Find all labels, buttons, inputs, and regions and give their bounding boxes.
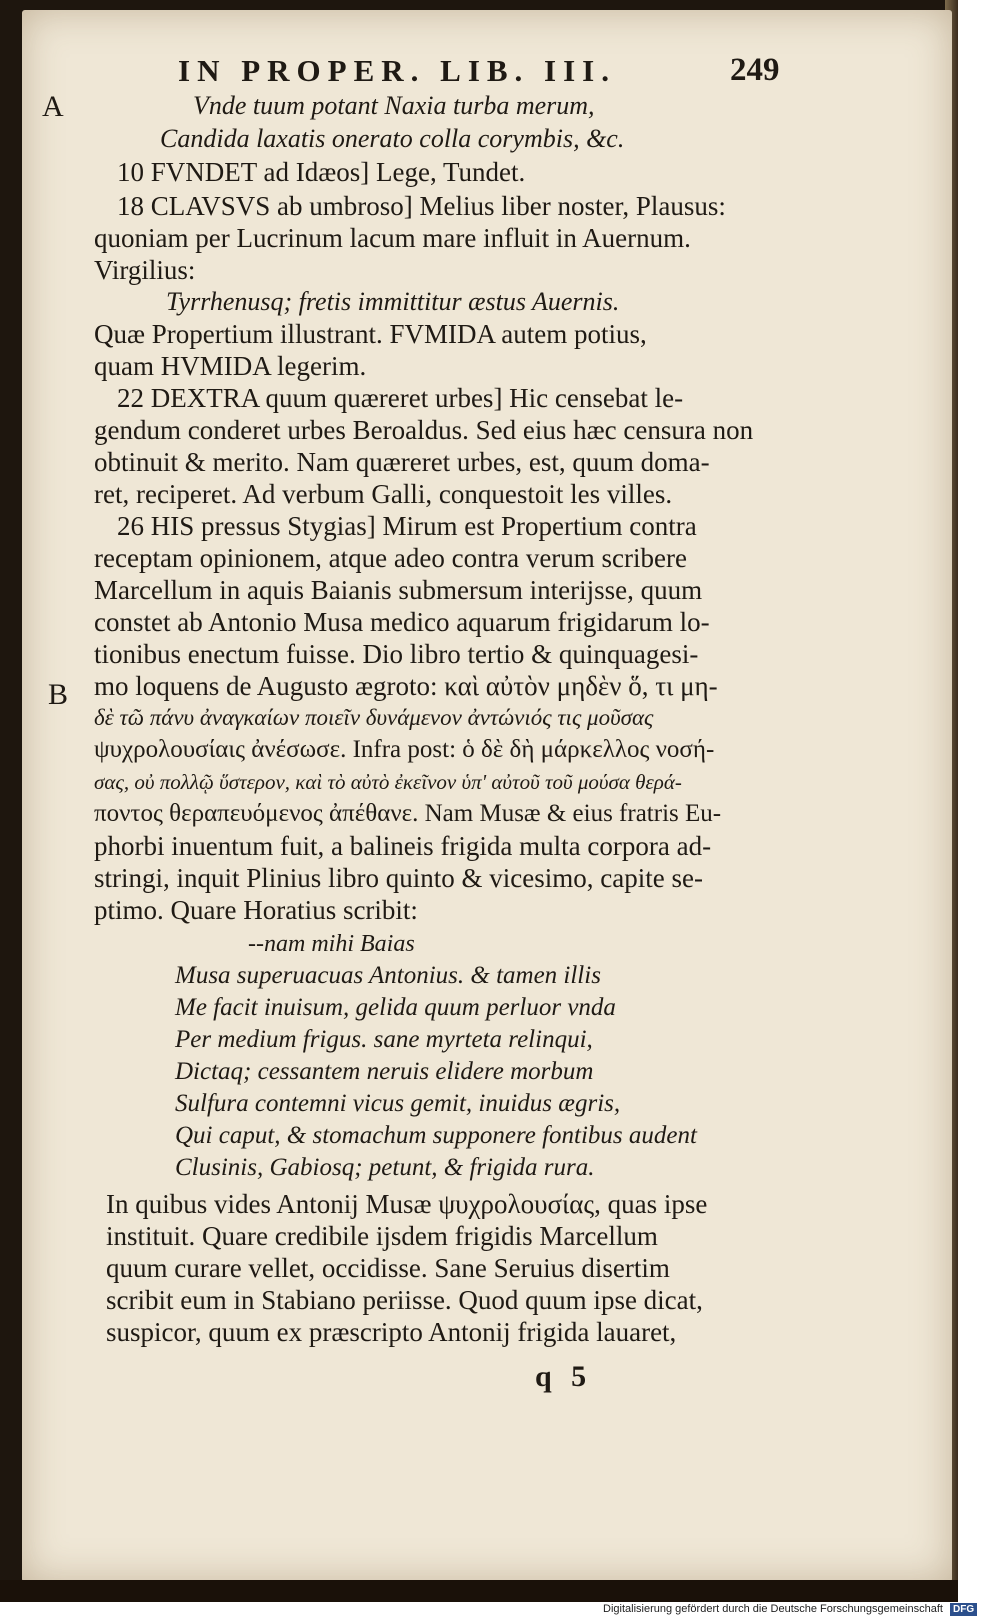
text-line: Marcellum in aquis Baianis submersum interijsse, quum [94,575,703,605]
text-line: Vnde tuum potant Naxia turba merum, [193,91,595,120]
text-line: quam HVMIDA legerim. [94,351,367,381]
text-line: ψυχρολουσίαις ἀνέσωσε. Infra post: ὁ δὲ δὴ μάρκελλος νοσή- [94,736,715,763]
text-line: constet ab Antonio Musa medico aquarum frigidarum lo- [94,607,710,637]
margin-mark-a: A [42,90,64,123]
text-line: Virgilius: [94,255,196,285]
text-line: In quibus vides Antonij Musæ ψυχρολουσίας, quas ipse [106,1189,708,1219]
text-line: σας, οὐ πολλῷ ὕστερον, καὶ τὸ αὐτὸ ἐκεῖνον ὑπ' αὐτοῦ τοῦ μούσα θερά- [94,770,682,794]
text-line: Per medium frigus. sane myrteta relinqui, [175,1026,593,1053]
text-line: 18 CLAVSVS ab umbroso] Melius liber noster, Plausus: [117,191,726,221]
text-line: δὲ τῶ πάνυ ἀναγκαίων ποιεῖν δυνάμενον ἀντώνιός τις μοῦσας [94,705,654,730]
text-line: Qui caput, & stomachum supponere fontibus audent [175,1122,697,1149]
text-line: Sulfura contemni vicus gemit, inuidus ægris, [175,1090,621,1117]
text-line: quoniam per Lucrinum lacum mare influit in Auernum. [94,223,691,253]
text-line: Musa superuacuas Antonius. & tamen illis [175,962,601,989]
text-line: Quæ Propertium illustrant. FVMIDA autem potius, [94,319,647,349]
page-number: 249 [730,52,780,88]
text-line: receptam opinionem, atque adeo contra verum scribere [94,543,687,573]
text-line: obtinuit & merito. Nam quæreret urbes, est, quum doma- [94,447,710,477]
text-line: gendum conderet urbes Beroaldus. Sed eius hæc censura non [94,415,754,445]
text-line: Tyrrhenusq; fretis immittitur æstus Auernis. [166,287,620,316]
text-line: tionibus enectum fuisse. Dio libro tertio & quinquagesi- [94,639,699,669]
text-line: 26 HIS pressus Stygias] Mirum est Propertium contra [117,511,697,541]
text-line: 10 FVNDET ad Idæos] Lege, Tundet. [117,157,526,187]
dfg-logo: DFG [950,1603,977,1616]
text-line: stringi, inquit Plinius libro quinto & vicesimo, capite se- [94,863,703,893]
text-line: --nam mihi Baias [248,931,415,957]
text-line: Me facit inuisum, gelida quum perluor vnda [175,994,616,1021]
text-line: quum curare vellet, occidisse. Sane Seruius disertim [106,1253,670,1283]
margin-mark-b: B [48,678,69,711]
text-line: 22 DEXTRA quum quæreret urbes] Hic censebat le- [117,383,684,413]
text-line: ptimo. Quare Horatius scribit: [94,895,418,925]
text-line: mo loquens de Augusto ægroto: καὶ αὐτὸν μηδὲν ὅ, τι μη- [94,671,718,701]
text-line: suspicor, quum ex præscripto Antonij frigida lauaret, [106,1317,677,1347]
running-title: IN PROPER. LIB. III. [178,53,616,88]
text-line: ret, reciperet. Ad verbum Galli, conquestoit les villes. [94,479,673,509]
text-line: instituit. Quare credibile ijsdem frigidis Marcellum [106,1221,658,1251]
credit-text: Digitalisierung gefördert durch die Deutsche Forschungsgemeinschaft [603,1603,943,1615]
text-line: scribit eum in Stabiano periisse. Quod quum ipse dicat, [106,1285,703,1315]
text-line: Dictaq; cessantem neruis elidere morbum [175,1058,594,1085]
text-line: ποντος θεραπευόμενος ἀπέθανε. Nam Musæ & eius fratris Eu- [94,800,722,827]
text-line: Candida laxatis onerato colla corymbis, &c. [160,124,625,153]
text-line: Clusinis, Gabiosq; petunt, & frigida rura. [175,1154,595,1181]
text-line: phorbi inuentum fuit, a balineis frigida multa corpora ad- [94,831,712,861]
digitization-credit [603,1603,995,1621]
signature-mark: q 5 [535,1360,593,1393]
